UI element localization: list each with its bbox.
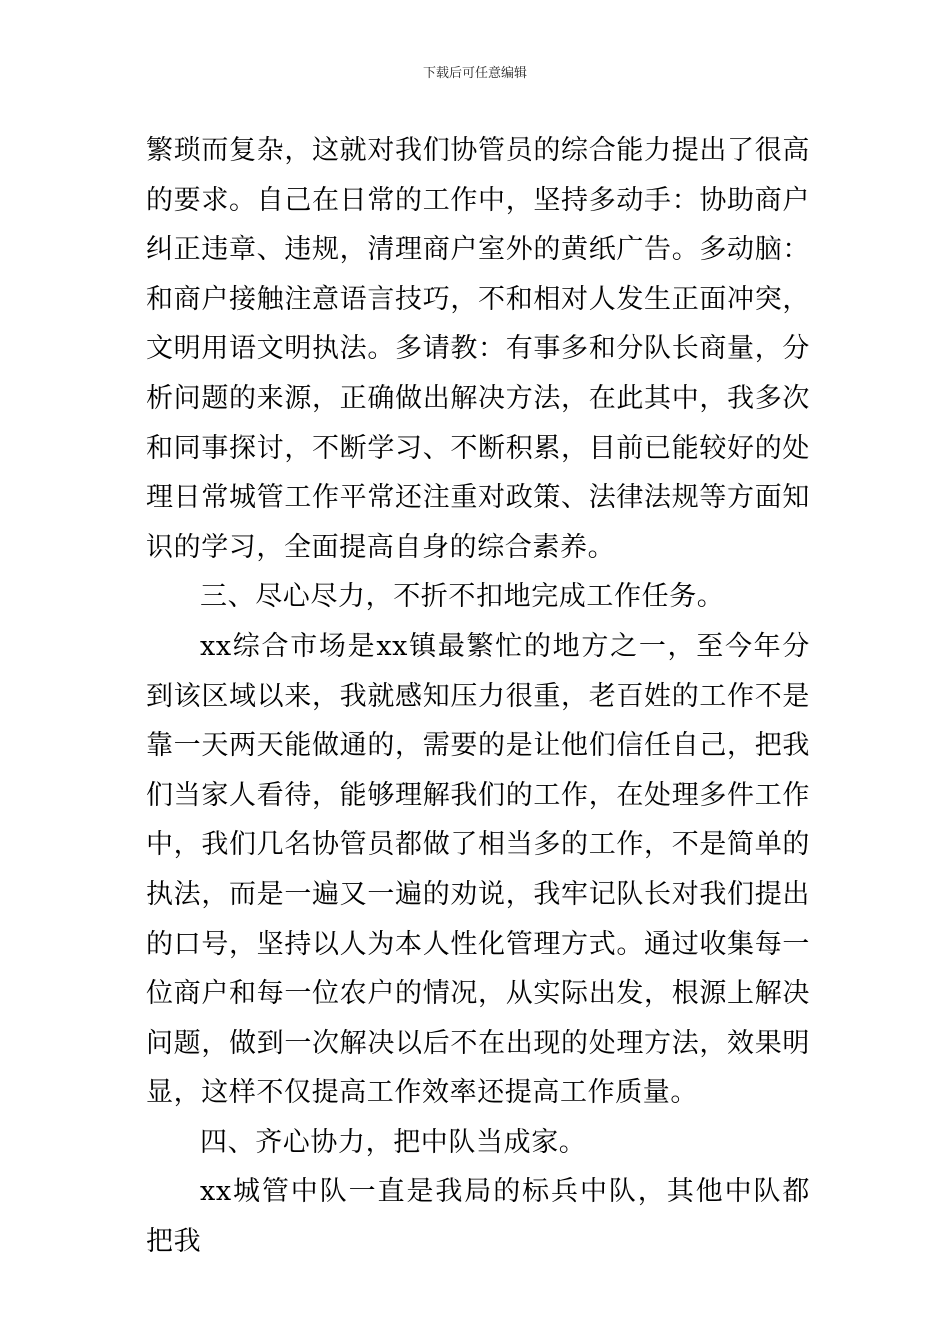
paragraph-continuation: 繁琐而复杂，这就对我们协管员的综合能力提出了很高的要求。自己在日常的工作中，坚持多动手：协助商户纠正违章、违规，清理商户室外的黄纸广告。多动脑：和商户接触注意语言技巧，不和相对人发生正面冲突，文明用语文明执法。多请教：有事多和分队长商量，分析问题的来源，正确做出解决方法，在此其中，我多次和同事探讨，不断学习、不断积累，目前已能较好的处理日常城管工作平常还注重对政策、法律法规等方面知识的学习，全面提高自身的综合素养。 xyxy=(146,135,810,563)
paragraph-squad: xx城管中队一直是我局的标兵中队，其他中队都把我 xyxy=(146,1176,810,1258)
section-heading-four: 四、齐心协力，把中队当成家。 xyxy=(200,1126,587,1158)
section-heading-three: 三、尽心尽力，不折不扣地完成工作任务。 xyxy=(200,581,725,613)
paragraph-market: xx综合市场是xx镇最繁忙的地方之一，至今年分到该区域以来，我就感知压力很重，老百姓的工作不是靠一天两天能做通的，需要的是让他们信任自己，把我们当家人看待，能够理解我们的工作，在处理多件工作中，我们几名协管员都做了相当多的工作，不是简单的执法，而是一遍又一遍的劝说，我牢记队长对我们提出的口号，坚持以人为本人性化管理方式。通过收集每一位商户和每一位农户的情况，从实际出发，根源上解决问题，做到一次解决以后不在出现的处理方法，效果明显，这样不仅提高工作效率还提高工作质量。 xyxy=(146,630,810,1109)
document-body xyxy=(146,126,810,1267)
page-header: 下载后可任意编辑 xyxy=(422,66,527,81)
